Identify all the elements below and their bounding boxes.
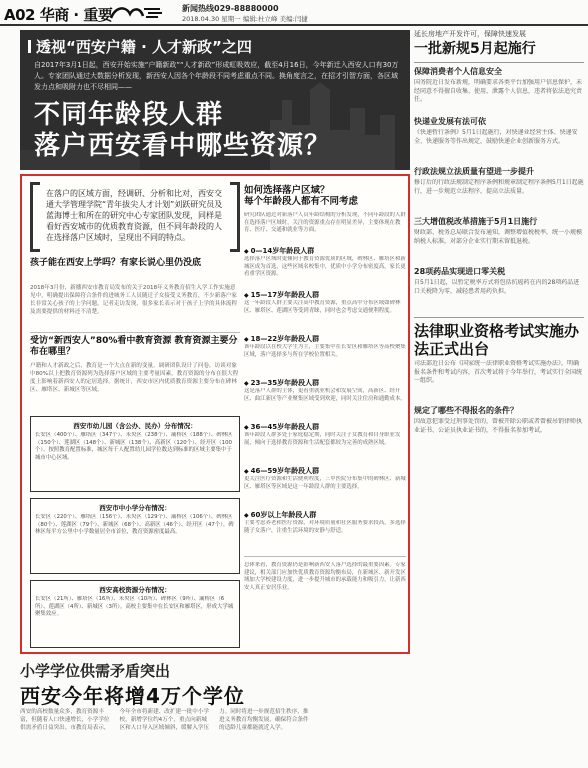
- school-box: [30, 498, 240, 574]
- pull-quote: [30, 182, 240, 252]
- age-group-title: ◆ 0—14岁年龄段人群: [244, 246, 314, 256]
- age-group-text: 该年龄段人群多处于家庭稳定期，同时关注子女教育和自身职业发展，倾向于选择教育资源和生活配套都较为完善的成熟区域。: [244, 432, 401, 446]
- banner-headline: [34, 100, 331, 162]
- rc-item-text: 修订后的行政法规制定程序条例和规章制定程序条例5月1日起施行，进一步规范立法程序，提高立法质量。: [414, 179, 584, 195]
- section-code: A02 华商 · 重要: [4, 6, 113, 24]
- section-1-text: 2018年3月份，新播西安市教育局发布的关于2018年义务教育招生入学工作实施意见中，明确提出保障符合条件的进城务工人员随迁子女接受义务教育，不少新落户家长非常关心孩子的上学问题。记者走访发现，很多家长表示对于孩子上学的具体流程及需要提供的材料还不清楚。: [30, 285, 237, 315]
- right-intro: 研究团队通过对新落户人员年龄结构的分析发现，不同年龄段的人群在选择落户区域时，关注的资源重点存在明显差异，主要体现在教育、医疗、交通和就业等方面。: [244, 212, 406, 234]
- rc-item: [414, 216, 584, 263]
- right-question-title: 如何选择落户区域？: [244, 185, 330, 196]
- kindergarten-title: 西安市幼儿园（含公办、民办）分布情况：: [73, 422, 197, 430]
- section-1-title: 孩子能在西安上学吗？有家长说心里仍没底: [30, 258, 202, 268]
- school-text: 长安区（220个）、雁塔区（156个）、未央区（129个）、灞桥区（106个）、碑林区（80个）、莲湖区（79个）、新城区（68个）、高新区（46个）、经开区（47个）。碑林区每平方公里中小学数量居全市首位，教育资源密度最高。: [35, 514, 234, 536]
- university-box: [30, 580, 240, 648]
- rc-title: 一批新规5月起施行: [414, 41, 536, 57]
- rc-last-text: 因故意犯罪受过刑事处罚的，曾被开除公职或者曾被吊销律师执业证书、公证员执业证书的，不得报名参加考试。: [414, 418, 583, 434]
- right-question: [244, 182, 408, 208]
- rc-item: [414, 166, 584, 213]
- rc-subhead: 延长房地产开发许可，保障快速发展: [414, 30, 526, 38]
- rc-item-title: 三大增值税改革措施于5月1日施行: [414, 217, 538, 226]
- bottom-headline: 西安今年将增4万个学位: [20, 684, 245, 708]
- hotline: 新闻热线029-88880000: [182, 4, 279, 13]
- lead-banner: [20, 30, 410, 170]
- age-group-text: 这一年龄段人群主要关注高中教育资源，重点高中分布区域如碑林区、雁塔区、莲湖区等受到青睐，同时也会考虑交通便利程度。: [244, 300, 401, 314]
- section-2-text: 户籍和人才新政之后，教育是一个大点在新的变量。调研团队设计了问卷，访谈对象中80%以上把教育资源列为选择落户区域的主要考量因素，教育资源的分布在很大程度上影响着新西安人的定居选择。据统计，西安市区内优质教育资源主要分布在碑林区、雁塔区、新城区等区域。: [30, 363, 239, 393]
- banner-kicker: 透视“西安户籍 · 人才新政”之四: [36, 38, 252, 56]
- pull-quote-text: 在落户的区域方面，经调研、分析和比对，西安交通大学管理学院“青年拔尖人才计划”刘跃研究员及蓝海博士和所在的研究中心专家团队发现，同样是看好西安城市的优质教育资源，但不同年龄段的人在选择落户区域时，呈现出不同的特点。: [46, 189, 223, 242]
- right-question-sub: 每个年龄段人都有不同考虑: [244, 196, 359, 207]
- rc-item-title: 行政法规立法质量有望进一步提升: [414, 167, 534, 176]
- kicker-bar: [28, 40, 31, 53]
- headline-line-2: 落户西安看中哪些资源？: [34, 131, 332, 161]
- age-group-text: 更关注医疗资源和生活便利程度，三甲医院分布集中的碑林区、新城区、雁塔区等区域是这一年龄段人群的主要选择。: [244, 476, 406, 490]
- bracket-left: [30, 182, 40, 252]
- age-group-title: ◆ 36—45岁年龄段人群: [244, 422, 319, 432]
- age-group-title: ◆ 18—22岁年龄段人群: [244, 334, 319, 344]
- rc-item: [414, 266, 584, 313]
- age-group-title: ◆ 23—35岁年龄段人群: [244, 378, 319, 388]
- rc-last-title: 规定了哪些不得报名的条件？: [414, 406, 518, 415]
- banner-intro: 自2017年3月1日起，西安开始实施“户籍新政”“人才新政”形成虹吸效应，截至4月16日，今年新迁入西安人口有30万人。专家团队通过大数据分析发现，新西安人因各个年龄段不同考虑重点不同。换角度言之，在招才引智方面，各区域发力点和吸附力也不尽相同——: [34, 61, 399, 91]
- bottom-text: 西安的高校数量众多，教育资源丰富，但随着人口快速增长，小学学位供需矛盾日益突出。市教育局表示，今年全市将新建、改扩建一批中小学校，新增学位约4万个，重点向新城区和人口导入区域倾斜，缓解入学压力。同时将进一步规范招生秩序，推进义务教育均衡发展，确保符合条件的适龄儿童都能就近入学。: [20, 709, 309, 731]
- rc-item-text: 财政部、税务总局联合发布通知，调整增值税税率，统一小规模纳税人标准，对部分企业实行期末留抵退税。: [414, 229, 583, 245]
- age-group-text: 主要考虑养老和医疗资源，对环境质量和社区服务要求较高，多选择随子女落户，注重生活环境的安静与舒适。: [244, 520, 406, 534]
- bottom-kicker: 小学学位供需矛盾突出: [20, 662, 171, 680]
- school-title: 西安市中小学分布情况：: [99, 504, 171, 512]
- closing-text: 总体来看，教育资源仍是影响新西安人落户选择的最重要因素。专家建议，相关部门应加快优质教育资源均衡布局，在新城区、新开发区域加大学校建设力度，进一步提升城市的承载能力和吸引力，让新西安人真正安居乐业。: [244, 562, 406, 591]
- age-group-text: 这是落户人群的主体，更看重就业机会和发展空间，高新区、经开区、曲江新区等产业聚集区域受到欢迎，同时关注住房和通勤成本。: [244, 388, 406, 402]
- age-group-title: ◆ 15—17岁年龄段人群: [244, 290, 319, 300]
- masthead: [0, 0, 588, 26]
- rc-item-title: 保障消费者个人信息安全: [414, 67, 502, 76]
- bracket-right: [230, 182, 240, 252]
- dateline: 2018.04.30 星期一 编辑:杜立峰 美编:闫捷: [182, 15, 308, 23]
- rc-item: [414, 66, 584, 113]
- section-2-title: 受访“新西安人”80%看中教育资源 教育资源主要分布在哪里？: [30, 336, 238, 357]
- right-column: [414, 30, 584, 760]
- rc-big-title: 法律职业资格考试实施办法正式出台: [414, 322, 580, 358]
- headline-line-1: 不同年龄段人群: [34, 100, 224, 130]
- kindergarten-text: 长安区（400个）、雁塔区（347个）、未央区（238个）、灞桥区（188个）、碑林区（150个）、莲湖区（148个）、新城区（138个）、高新区（120个）、经开区（100个）。按照教育配置标准，城区每千人配置幼儿园学位数达到标准的区域主要集中于城市中心区域。: [35, 432, 233, 461]
- rc-item-text: 《快递暂行条例》5月1日起施行，对快递业经营主体、快递安全、快递服务等作出规定，鼓励快递企业创新服务方式。: [414, 129, 578, 145]
- divider: [414, 317, 584, 318]
- rc-big-text: 司法部近日公布《国家统一法律职业资格考试实施办法》，明确报名条件和考试内容，首次考试将于今年举行，考试实行全国统一组织。: [414, 360, 583, 384]
- age-group-text: 该年龄段以在校大学生为主，主要集中在长安区和雁塔区等高校聚集区域，落户选择多与所在学校位置相关。: [244, 344, 406, 358]
- newspaper-logo-icon: [108, 4, 164, 22]
- rc-item-title: 28项药品实现进口零关税: [414, 267, 506, 276]
- divider: [30, 332, 240, 333]
- feature-box: [20, 174, 410, 654]
- age-group-title: ◆ 60岁以上年龄段人群: [244, 510, 316, 520]
- divider: [414, 62, 584, 63]
- rc-item-text: 自5月1日起，以暂定税率方式将包括抗癌药在内的28项药品进口关税降为零，减轻患者用药负担。: [414, 279, 580, 295]
- rc-item: [414, 116, 584, 163]
- rc-item-title: 快递业发展有法可依: [414, 117, 486, 126]
- university-title: 西安高校资源分布情况：: [99, 586, 171, 594]
- rc-item-text: 国务院近日发布新规，明确要求各类平台加强用户信息保护，未经同意不得擅自收集、使用、泄露个人信息，违者将依法追究责任。: [414, 79, 583, 103]
- divider: [244, 556, 406, 557]
- kindergarten-box: [30, 416, 240, 492]
- age-group-title: ◆ 46—59岁年龄段人群: [244, 466, 319, 476]
- university-text: 长安区（21所）、雁塔区（16所）、未央区（10所）、碑林区（9所）、灞桥区（6所）、莲湖区（4所）、新城区（3所）。高校主要集中在长安区和雁塔区，形成大学城聚集效应。: [35, 596, 234, 618]
- age-group-text: 选择落户区域时更倾向于教育资源优质的区域，碑林区、雁塔区和新城区成为首选，这些区域名校集中，优质中小学分布密度高，家长更看重学区资源。: [244, 256, 406, 278]
